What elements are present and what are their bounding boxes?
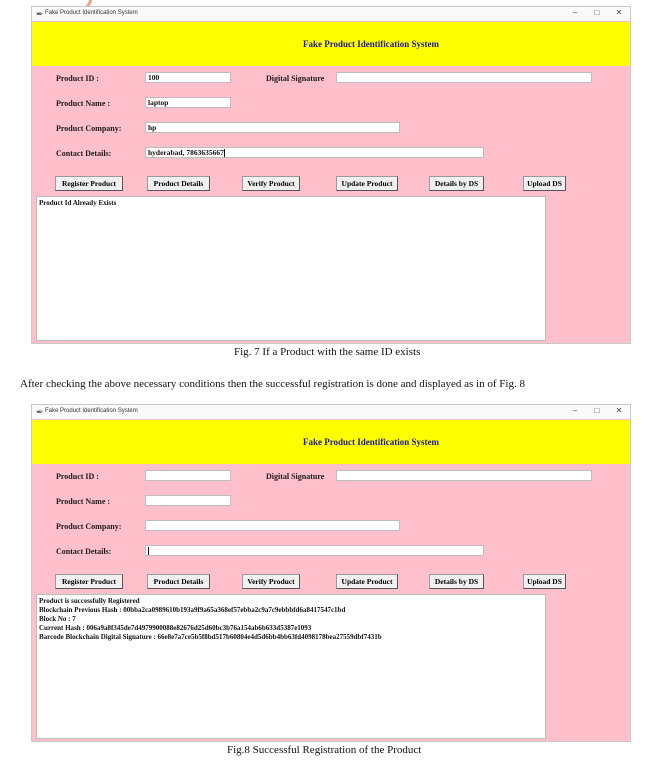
contact-details-label: Contact Details: bbox=[56, 547, 112, 556]
contact-details-label: Contact Details: bbox=[56, 149, 112, 158]
product-name-label: Product Name : bbox=[56, 99, 111, 108]
contact-details-input[interactable] bbox=[145, 147, 484, 158]
product-details-button[interactable]: Product Details bbox=[147, 176, 210, 191]
output-line: Current Hash : 006a9a8f345de7d4979900088e82676d25d60bc3b76a154ab6b633d5387e1093 bbox=[39, 624, 312, 632]
register-product-button[interactable]: Register Product bbox=[55, 176, 123, 191]
upload-ds-button[interactable]: Upload DS bbox=[523, 574, 566, 589]
minimize-button[interactable]: – bbox=[572, 406, 578, 415]
fig7-titlebar bbox=[32, 7, 630, 21]
fig7-banner bbox=[32, 22, 630, 66]
fig7-banner-title: Fake Product Identification System bbox=[302, 39, 440, 49]
product-name-input[interactable]: laptop bbox=[145, 97, 231, 108]
text-caret bbox=[224, 149, 225, 157]
maximize-button[interactable]: □ bbox=[594, 8, 600, 17]
update-product-button[interactable]: Update Product bbox=[336, 176, 398, 191]
close-button[interactable]: ✕ bbox=[615, 8, 623, 17]
body-paragraph: After checking the above necessary conditions then the successful registration is done and displayed as in of Fig. 8 bbox=[20, 378, 525, 390]
product-id-label: Product ID : bbox=[56, 472, 99, 481]
product-id-input[interactable] bbox=[145, 470, 231, 481]
output-line: Product is successfully Registered bbox=[39, 597, 140, 605]
feather-icon: ✒ bbox=[36, 9, 44, 19]
fig8-window-title: Fake Product Identification System bbox=[45, 408, 138, 414]
product-company-label: Product Company: bbox=[56, 522, 122, 531]
product-id-input[interactable]: 100 bbox=[145, 72, 231, 83]
output-line: Blockchain Previous Hash : 00bba2ca0989610b193a9f9a65a368ef57ebba2c9a7c9ebbbfd6a8417547c1bd bbox=[39, 606, 346, 614]
product-company-label: Product Company: bbox=[56, 124, 122, 133]
upload-ds-button[interactable]: Upload DS bbox=[523, 176, 566, 191]
contact-details-input[interactable] bbox=[145, 545, 484, 556]
fig7-window-title: Fake Product Identification System bbox=[45, 10, 138, 16]
product-id-label: Product ID : bbox=[56, 74, 99, 83]
details-by-ds-button[interactable]: Details by DS bbox=[429, 176, 484, 191]
digital-signature-input[interactable] bbox=[336, 72, 592, 83]
fig7-caption: Fig. 7 If a Product with the same ID exists bbox=[234, 346, 421, 358]
product-company-input[interactable] bbox=[145, 520, 400, 531]
fig8-banner bbox=[32, 420, 630, 464]
product-name-input[interactable] bbox=[145, 495, 231, 506]
fig8-banner-title: Fake Product Identification System bbox=[302, 437, 440, 447]
verify-product-button[interactable]: Verify Product bbox=[242, 574, 300, 589]
fig8-titlebar bbox=[32, 405, 630, 419]
digital-signature-input[interactable] bbox=[336, 470, 592, 481]
product-details-button[interactable]: Product Details bbox=[147, 574, 210, 589]
fig8-caption: Fig.8 Successful Registration of the Product bbox=[227, 744, 422, 756]
minimize-button[interactable]: – bbox=[572, 8, 578, 17]
digital-signature-label: Digital Signature bbox=[266, 472, 325, 481]
product-name-label: Product Name : bbox=[56, 497, 111, 506]
contact-details-value: hyderabad, 7863635667 bbox=[148, 148, 224, 157]
feather-icon: ✒ bbox=[36, 407, 44, 417]
fig7-output-area[interactable] bbox=[36, 196, 546, 341]
close-button[interactable]: ✕ bbox=[615, 406, 623, 415]
text-caret bbox=[148, 547, 149, 555]
maximize-button[interactable]: □ bbox=[594, 406, 600, 415]
product-company-input[interactable]: hp bbox=[145, 122, 400, 133]
output-line: Block No : 7 bbox=[39, 615, 76, 623]
output-line: Product Id Already Exists bbox=[39, 199, 117, 207]
register-product-button[interactable]: Register Product bbox=[55, 574, 123, 589]
details-by-ds-button[interactable]: Details by DS bbox=[429, 574, 484, 589]
fig8-app-window bbox=[31, 404, 631, 742]
fig7-app-window bbox=[31, 6, 631, 344]
verify-product-button[interactable]: Verify Product bbox=[242, 176, 300, 191]
output-line: Barcode Blockchain Digital Signature : 66e8e7a7ce5b5f8bd517b60804e4d5d6bb4bb63fd4098178bea27559dbf7431b bbox=[39, 633, 382, 641]
fig8-output-area[interactable] bbox=[36, 594, 546, 739]
digital-signature-label: Digital Signature bbox=[266, 74, 325, 83]
update-product-button[interactable]: Update Product bbox=[336, 574, 398, 589]
